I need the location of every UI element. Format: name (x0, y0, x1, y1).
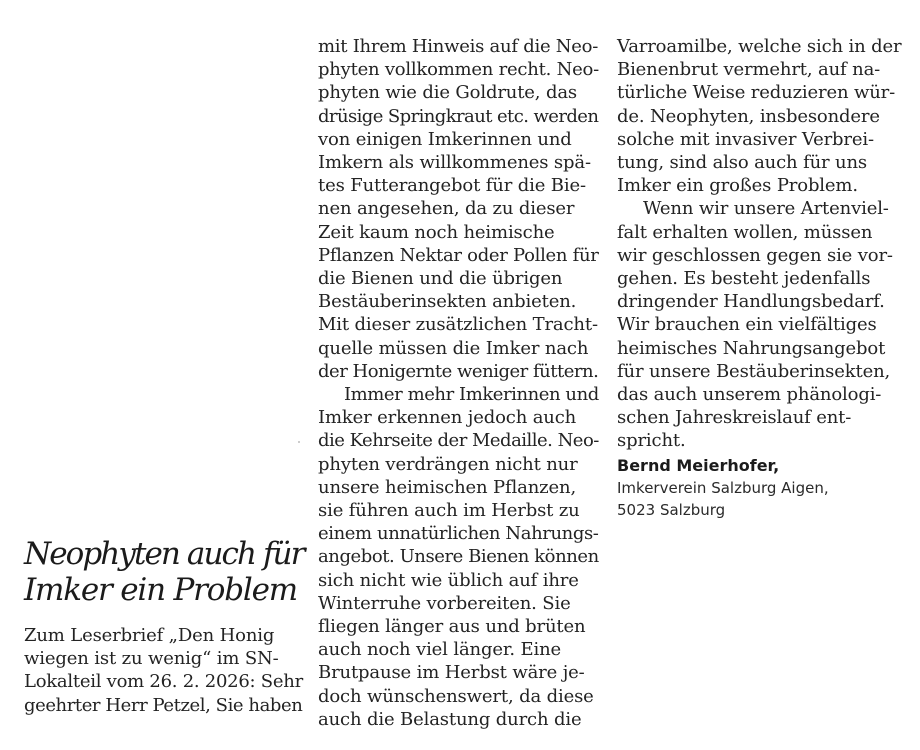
text-line: Brutpause im Herbst wäre je- (318, 662, 585, 684)
text-line: türliche Weise reduzieren wür- (617, 82, 896, 104)
text-line: Zum Leserbrief „Den Honig (24, 625, 275, 646)
text-line: unsere heimischen Pflanzen, (318, 476, 577, 498)
text-line: von einigen Imkerinnen und (318, 128, 572, 150)
text-line: einem unnatürlichen Nahrungs- (318, 523, 599, 545)
print-speck (298, 441, 300, 443)
text-line: nen angesehen, da zu dieser (318, 198, 575, 220)
text-line: Varroamilbe, welche sich in der (617, 36, 902, 57)
text-line: das auch unserem phänologi- (617, 384, 882, 406)
text-line: Wir brauchen ein vielfältiges (617, 314, 877, 336)
text-line: tung, sind also auch für uns (617, 152, 868, 174)
headline-line-1: Neophyten auch für (24, 536, 304, 572)
text-line: doch wünschenswert, da diese (318, 685, 594, 707)
text-line: geehrter Herr Petzel, Sie haben (24, 694, 303, 716)
text-line: Lokalteil vom 26. 2. 2026: Sehr (24, 671, 303, 693)
text-line: phyten verdrängen nicht nur (318, 453, 578, 475)
text-line: Imker erkennen jedoch auch (318, 407, 577, 429)
text-line: dringender Handlungsbedarf. (617, 291, 885, 313)
text-line: die Kehrseite der Medaille. Neo- (318, 430, 599, 452)
article-column-2 (318, 35, 600, 731)
intro-paragraph (24, 624, 304, 717)
text-line: wir geschlossen gegen sie vor- (617, 244, 893, 266)
author-organization: Imkerverein Salzburg Aigen, (617, 478, 829, 497)
text-line: Mit dieser zusätzlichen Tracht- (318, 314, 598, 336)
article-column-3 (617, 35, 907, 521)
author-name: Bernd Meierhofer, (617, 455, 780, 475)
text-line: auch noch viel länger. Eine (318, 639, 562, 661)
text-line: wiegen ist zu wenig“ im SN- (24, 648, 279, 670)
text-line: der Honigernte weniger füttern. (318, 360, 599, 382)
text-line: gehen. Es besteht jedenfalls (617, 268, 871, 290)
text-line: Imkern als willkommenes spä- (318, 152, 591, 174)
text-line: die Bienen und die übrigen (318, 268, 563, 290)
text-line: Bestäuberinsekten anbieten. (318, 291, 577, 313)
text-line: de. Neophyten, insbesondere (617, 105, 880, 127)
text-line: phyten wie die Goldrute, das (318, 82, 577, 104)
text-line: Winterruhe vorbereiten. Sie (318, 592, 571, 614)
text-line: falt erhalten wollen, müssen (617, 221, 873, 243)
headline-line-2: Imker ein Problem (24, 572, 297, 608)
text-line: quelle müssen die Imker nach (318, 337, 589, 359)
article-column-1 (24, 536, 304, 717)
text-line: sie führen auch im Herbst zu (318, 500, 580, 522)
text-line: schen Jahreskreislauf ent- (617, 407, 852, 429)
text-line: Zeit kaum noch heimische (318, 221, 555, 243)
text-line: angebot. Unsere Bienen können (318, 546, 599, 568)
text-line: drüsige Springkraut etc. werden (318, 105, 599, 127)
author-address: 5023 Salzburg (617, 500, 726, 519)
text-line: für unsere Bestäuberinsekten, (617, 360, 891, 382)
paragraph-start-line: Immer mehr Imkerinnen und (344, 384, 599, 406)
text-line: sich nicht wie üblich auf ihre (318, 569, 579, 591)
paragraph-start-line: Wenn wir unsere Artenviel- (643, 198, 889, 220)
text-line: heimisches Nahrungsangebot (617, 337, 886, 359)
text-line: auch die Belastung durch die (318, 708, 582, 730)
text-line: spricht. (617, 430, 686, 452)
text-line: fliegen länger aus und brüten (318, 616, 586, 638)
text-line: Imker ein großes Problem. (617, 175, 858, 197)
text-line: Pflanzen Nektar oder Pollen für (318, 244, 599, 266)
text-line: Bienenbrut vermehrt, auf na- (617, 59, 881, 81)
text-line: solche mit invasiver Verbrei- (617, 128, 874, 150)
text-line: tes Futterangebot für die Bie- (318, 175, 586, 197)
text-line: phyten vollkommen recht. Neo- (318, 59, 599, 81)
text-line: mit Ihrem Hinweis auf die Neo- (318, 36, 599, 57)
